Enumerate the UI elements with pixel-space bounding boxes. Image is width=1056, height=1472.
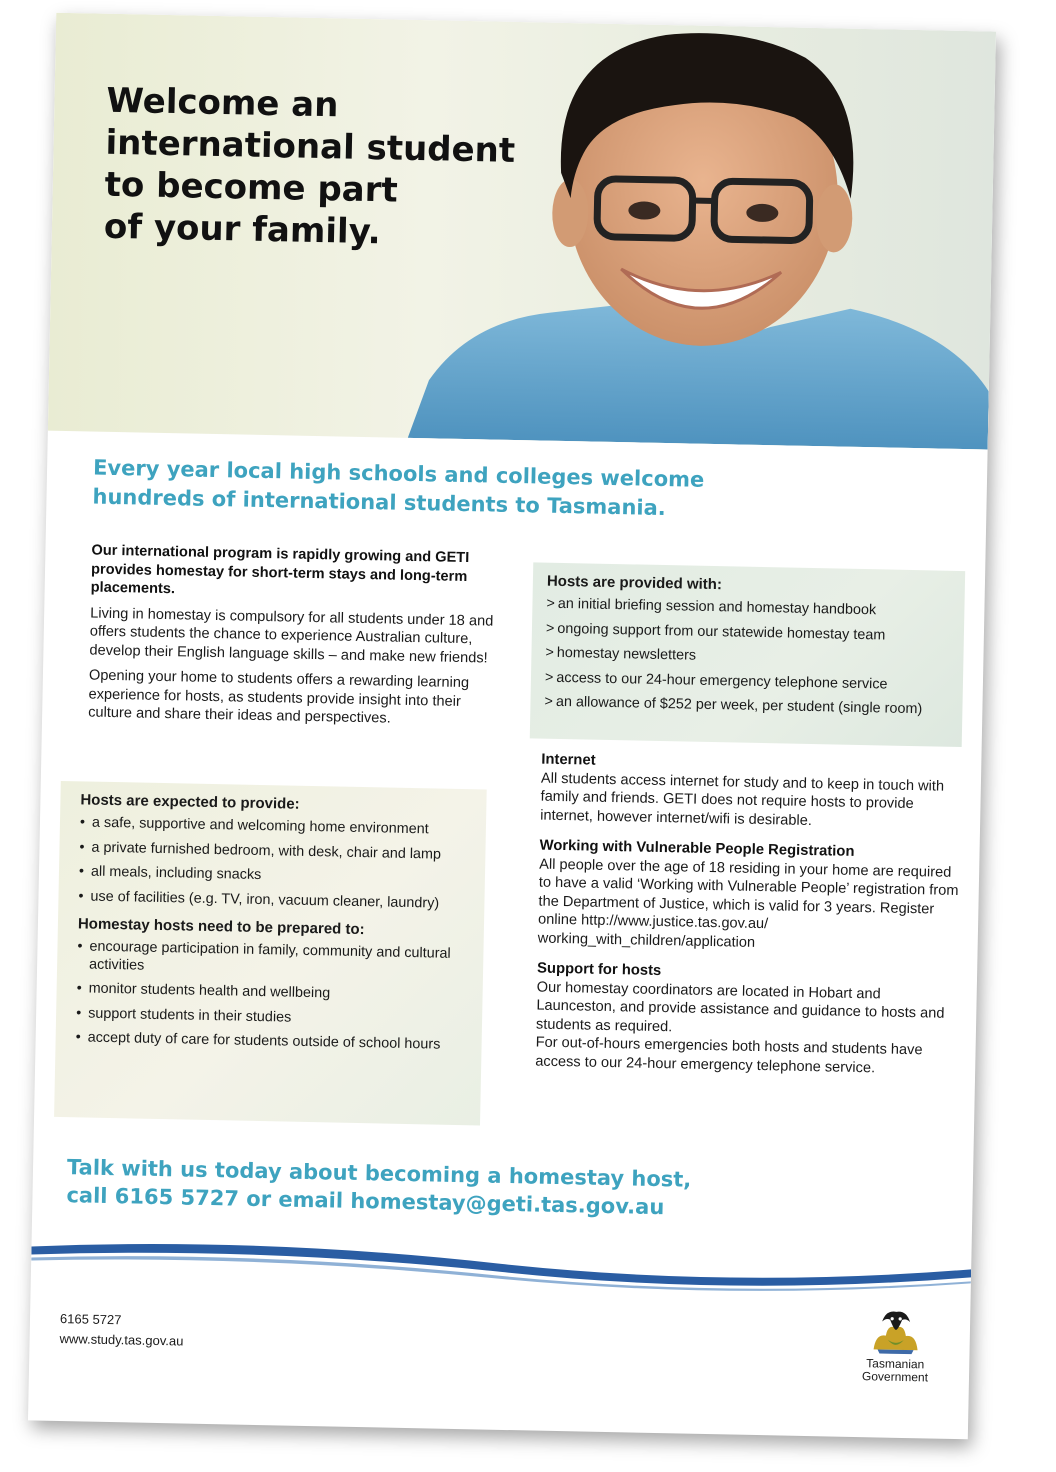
list-item: • support students in their studies (76, 1005, 466, 1030)
section-title: Working with Vulnerable People Registration (539, 837, 855, 860)
headline-line: international student (105, 122, 516, 171)
tagline-line: Every year local high schools and colleges welcome (92, 455, 705, 492)
headline-line: Welcome an (106, 80, 339, 126)
intro-column (88, 542, 510, 738)
intro-paragraph: Opening your home to students offers a rewarding learning experience for hosts, as students provide insight into their culture and share their ideas and perspectives. (88, 667, 470, 727)
list-item-text: homestay newsletters (556, 644, 697, 664)
call-to-action (66, 1153, 887, 1225)
host-benefits-box (530, 562, 965, 747)
bullet-marker: > (544, 669, 554, 686)
list-item: • accept duty of care for students outside of school hours (75, 1029, 465, 1054)
prepared-list (75, 938, 467, 1054)
intro-paragraph: Living in homestay is compulsory for all students under 18 and offers students the chance to experience Australian culture, develop their English language skills – and make new friends! (89, 605, 494, 666)
list-item-text: access to our 24-hour emergency telephone service (556, 669, 888, 693)
headline (104, 80, 577, 257)
provided-title: Hosts are provided with: (546, 572, 723, 594)
list-item-text: ongoing support from our statewide homestay team (557, 620, 886, 643)
section-body: Our homestay coordinators are located in Hobart and Launceston, and provide assistance and guidance to hosts and students as required. (535, 979, 945, 1035)
list-item (546, 596, 950, 622)
logo-line: Tasmanian (866, 1356, 925, 1372)
wwvp-section (538, 837, 960, 956)
list-item (546, 620, 950, 646)
list-item (544, 694, 948, 720)
support-section (535, 960, 957, 1079)
internet-section (540, 751, 961, 833)
logo-line: Government (861, 1369, 929, 1385)
provided-list (544, 596, 950, 720)
list-item: • encourage participation in family, community and cultural activities (77, 938, 468, 981)
host-requirements-box (54, 781, 487, 1125)
tasmanian-devil-emblem-icon (867, 1305, 924, 1358)
bullet-marker: > (544, 693, 554, 710)
flyer-page (28, 13, 996, 1440)
expected-title: Hosts are expected to provide: (80, 791, 300, 813)
bullet-marker: > (546, 595, 556, 612)
list-item: • all meals, including snacks (79, 863, 469, 888)
tagline (92, 454, 793, 526)
cta-line: call 6165 5727 or email homestay@geti.tas.gov.au (66, 1183, 665, 1220)
footer-phone: 6165 5727 (59, 1311, 122, 1328)
list-item-text: an initial briefing session and homestay handbook (557, 595, 877, 619)
prepared-title: Homestay hosts need to be prepared to: (77, 915, 365, 939)
footer-website: www.study.tas.gov.au (59, 1331, 184, 1349)
section-title: Internet (541, 751, 596, 769)
wave-divider (31, 1224, 972, 1303)
list-item: • a private furnished bedroom, with desk, chair and lamp (79, 839, 469, 864)
section-body: All people over the age of 18 residing in your home are required to have a valid ‘Working with Vulnerable People’ registration from the Department of Justice, which is valid for 3 years. Register online http://www.justice.tas.gov.au/ working_with_children/application (537, 856, 959, 951)
list-item (545, 645, 949, 671)
headline-line: to become part (104, 164, 399, 211)
section-title: Support for hosts (536, 960, 662, 980)
section-body: For out-of-hours emergencies both hosts and students have access to our 24-hour emergency telephone service. (535, 1034, 923, 1076)
section-body: All students access internet for study and to keep in touch with family and friends. GETI does not require hosts to provide internet, however internet/wifi is desirable. (540, 770, 945, 829)
cta-line: Talk with us today about becoming a homestay host, (66, 1155, 692, 1192)
info-column (535, 751, 962, 1091)
list-item: • use of facilities (e.g. TV, iron, vacuum cleaner, laundry) (78, 888, 468, 913)
expected-list (78, 814, 470, 913)
list-item (545, 669, 949, 695)
bullet-marker: > (545, 620, 555, 637)
list-item: • monitor students health and wellbeing (76, 980, 466, 1005)
headline-line: of your family. (103, 206, 382, 253)
hero-banner (48, 13, 996, 450)
intro-lead: Our international program is rapidly growing and GETI provides homestay for short-term stays and long-term placements. (90, 542, 470, 598)
tasmanian-government-logo (855, 1305, 937, 1397)
tagline-line: hundreds of international students to Tasmania. (92, 484, 667, 521)
list-item: • a safe, supportive and welcoming home environment (80, 814, 470, 839)
logo-caption (855, 1357, 936, 1385)
list-item-text: an allowance of $252 per week, per student (single room) (555, 693, 923, 718)
bullet-marker: > (545, 644, 555, 661)
footer-contact (59, 1309, 184, 1351)
